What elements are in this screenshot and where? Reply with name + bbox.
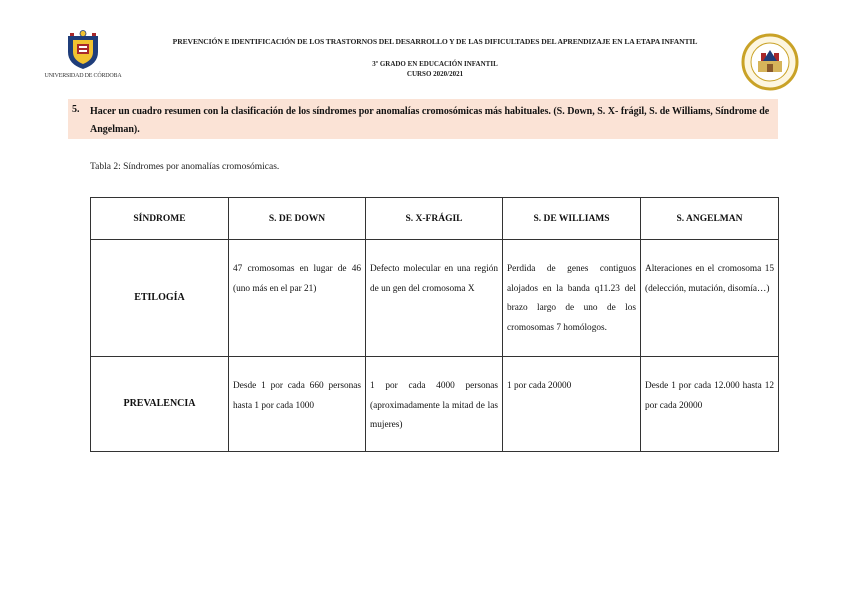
header-syndrome: SÍNDROME [91, 198, 229, 240]
document-title: PREVENCIÓN E IDENTIFICACIÓN DE LOS TRASTORNOS DEL DESARROLLO Y DE LAS DIFICULTADES DEL APRENDIZAJE EN LA ETAPA INFANTIL [172, 37, 698, 46]
cell-angelman-etiology: Alteraciones en el cromosoma 15 (delección, mutación, disomía…) [641, 240, 779, 357]
task-text: Hacer un cuadro resumen con la clasificación de los síndromes por anomalías cromosómicas más habituales. (S. Down, S. X- frágil, S. de Williams, Síndrome de Angelman). [90, 106, 770, 135]
school-seal-icon [741, 33, 799, 91]
cell-x-fragile-etiology: Defecto molecular en una región de un gen del cromosoma X [366, 240, 503, 357]
school-seal [741, 33, 799, 91]
cell-williams-etiology: Perdida de genes contiguos alojados en la banda q11.23 del brazo largo de uno de los cromosomas 7 homólogos. [503, 240, 641, 357]
table-caption: Tabla 2: Síndromes por anomalías cromosómicas. [90, 162, 280, 172]
course-line: CURSO 2020/2021 [406, 70, 464, 78]
row-label-prevalence: PREVALENCIA [91, 357, 229, 452]
cell-down-etiology: 47 cromosomas en lugar de 46 (uno más en el par 21) [229, 240, 366, 357]
row-label-etiology: ETILOGÍA [91, 240, 229, 357]
cell-x-fragile-prevalence: 1 por cada 4000 personas (aproximadamente la mitad de las mujeres) [366, 357, 503, 452]
cell-angelman-prevalence: Desde 1 por cada 12.000 hasta 12 por cada 20000 [641, 357, 779, 452]
task-highlight [68, 99, 778, 139]
university-name: UNIVERSIDAD DE CÓRDOBA [44, 73, 122, 79]
header-x-fragile: S. X-FRÁGIL [366, 198, 503, 240]
cell-down-prevalence: Desde 1 por cada 660 personas hasta 1 por cada 1000 [229, 357, 366, 452]
university-crest-icon [64, 30, 102, 70]
table-header-row [91, 198, 779, 240]
cell-williams-prevalence: 1 por cada 20000 [503, 357, 641, 452]
header-angelman: S. ANGELMAN [641, 198, 779, 240]
header-williams: S. DE WILLIAMS [503, 198, 641, 240]
grade-line: 3º GRADO EN EDUCACIÓN INFANTIL [372, 60, 498, 68]
syndromes-table [90, 197, 779, 452]
table-row-prevalence [91, 357, 779, 452]
header-down: S. DE DOWN [229, 198, 366, 240]
university-logo [40, 30, 126, 82]
task-number: 5. [72, 104, 80, 115]
table-row-etiology [91, 240, 779, 357]
